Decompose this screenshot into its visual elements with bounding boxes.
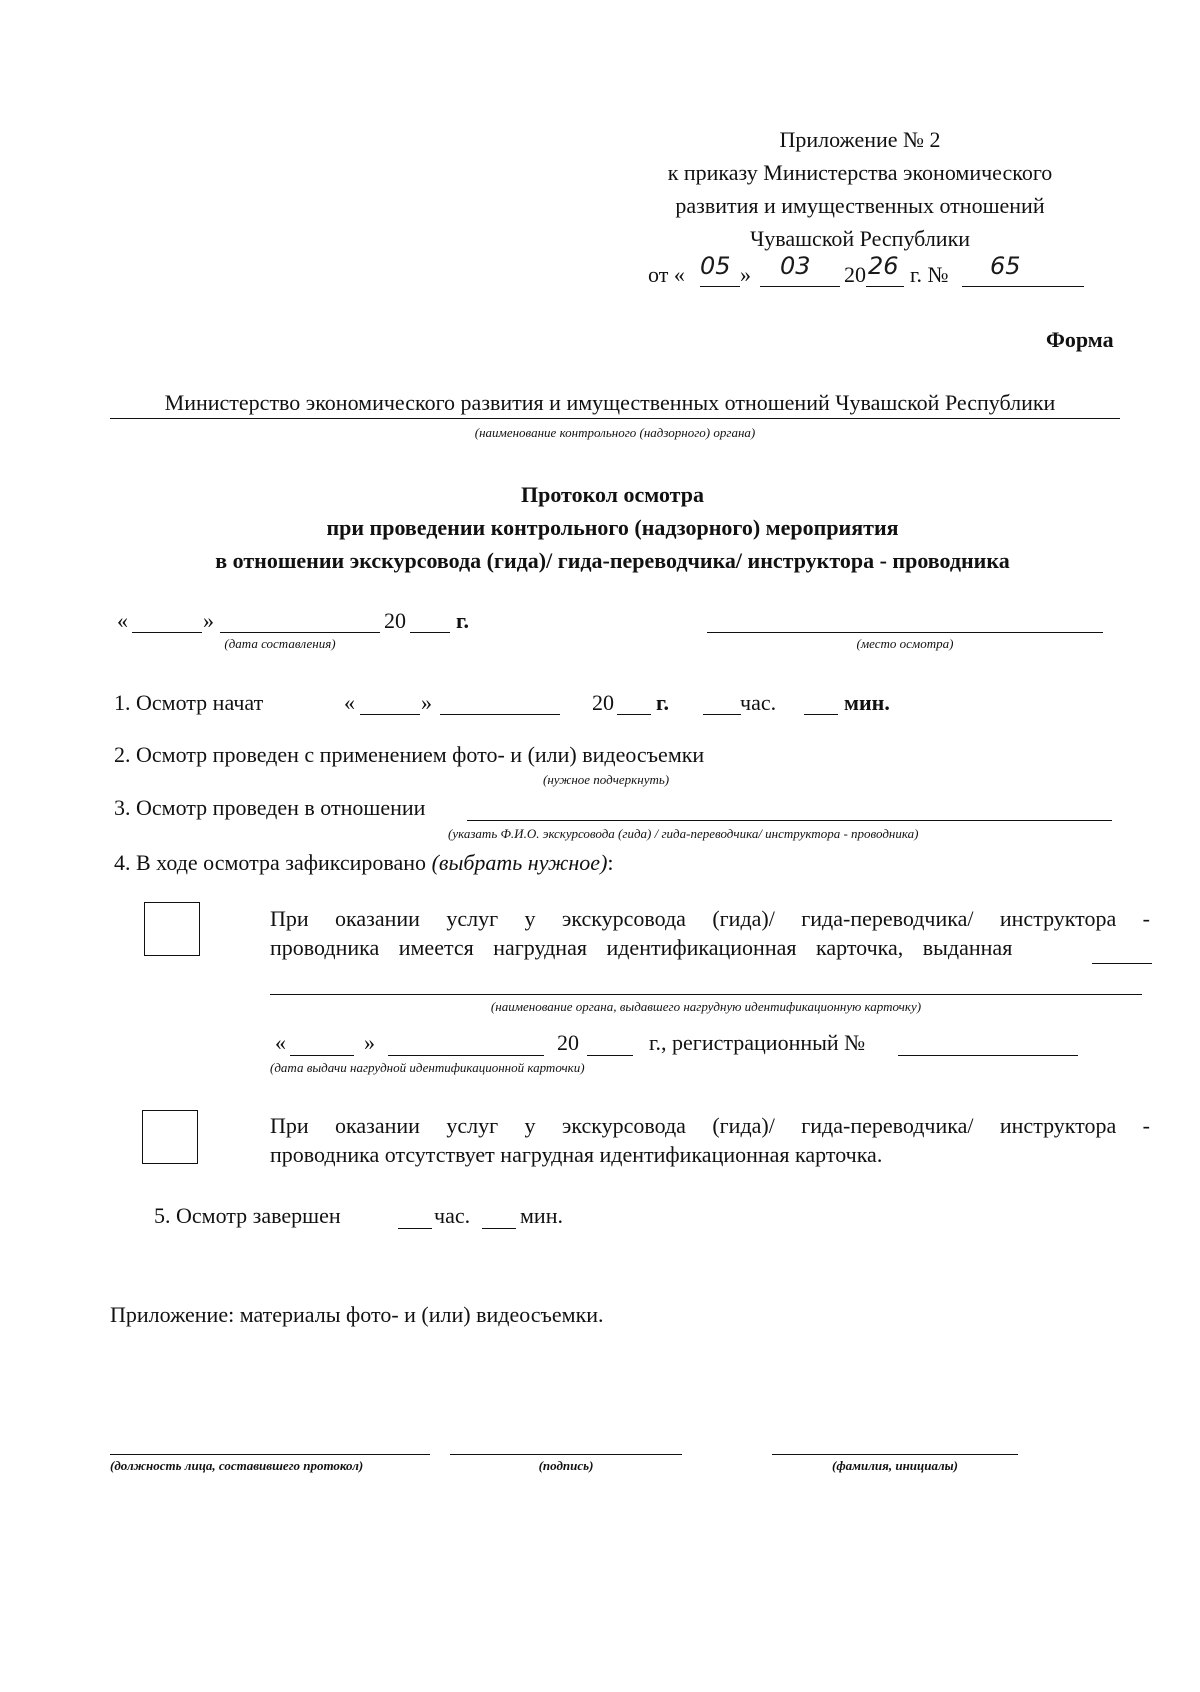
option1-line2	[270, 935, 1012, 961]
item1-label: 1. Осмотр начат	[114, 690, 264, 715]
item5-hours: час.	[434, 1203, 471, 1228]
ministry-reference: развития и имущественных отношений	[675, 193, 1045, 218]
date-month-line	[220, 632, 380, 633]
option1-day-line	[290, 1055, 354, 1056]
order-reference: к приказу Министерства экономического	[667, 160, 1053, 185]
item1-year-prefix: 20	[592, 690, 614, 715]
date-caption: (дата составления)	[224, 636, 336, 651]
order-day: 05	[700, 252, 731, 280]
appendix-note: Приложение: материалы фото- и (или) видеосъемки.	[110, 1302, 604, 1327]
ministry-name: Министерство экономического развития и имущественных отношений Чувашской Республики	[164, 390, 1056, 415]
option1-issue-date-caption: (дата выдачи нагрудной идентификационной карточки)	[270, 1060, 585, 1075]
signature-line	[450, 1454, 682, 1455]
republic-reference: Чувашской Республики	[749, 226, 971, 251]
item2-caption: (нужное подчеркнуть)	[543, 772, 670, 787]
option1-line2-text: проводника имеется нагрудная идентификационная карточка, выданная	[270, 935, 1013, 960]
place-line	[707, 632, 1103, 633]
item2-label: 2. Осмотр проведен с применением фото- и (или) видеосъемки	[114, 742, 705, 767]
option1-reg-line	[898, 1055, 1078, 1056]
option1-reg-label: г., регистрационный №	[649, 1030, 866, 1055]
form-label: Форма	[1046, 327, 1114, 352]
order-date-close-quote: »	[740, 262, 751, 287]
name-line	[772, 1454, 1018, 1455]
option1-issuer-stub-line	[1092, 963, 1152, 964]
item5-hours-line	[398, 1228, 432, 1229]
position-line	[110, 1454, 430, 1455]
date-year-prefix: 20	[384, 608, 406, 633]
protocol-subtitle-2: в отношении экскурсовода (гида)/ гида-переводчика/ инструктора - проводника	[215, 548, 1010, 573]
date-year-g: г.	[456, 608, 470, 633]
item1-hours-line	[703, 714, 741, 715]
item1-minutes: мин.	[844, 690, 890, 715]
date-close-quote: »	[203, 608, 214, 633]
position-caption: (должность лица, составившего протокол)	[110, 1458, 364, 1473]
option1-checkbox[interactable]	[144, 902, 200, 956]
order-year-line	[866, 286, 904, 287]
option2-checkbox[interactable]	[142, 1110, 198, 1164]
ministry-name-line	[110, 418, 1120, 419]
name-caption: (фамилия, инициалы)	[831, 1458, 959, 1473]
order-month: 03	[780, 252, 811, 280]
order-month-line	[760, 286, 840, 287]
order-number-line	[962, 286, 1084, 287]
item5-label: 5. Осмотр завершен	[154, 1203, 341, 1228]
date-day-line	[132, 632, 202, 633]
order-number: 65	[990, 252, 1021, 280]
protocol-title: Протокол осмотра	[521, 482, 704, 507]
date-open-quote: «	[117, 608, 128, 633]
order-year-prefix: 20	[844, 262, 866, 287]
item1-year-line	[617, 714, 651, 715]
item5-minutes-line	[482, 1228, 516, 1229]
item1-hours: час.	[740, 690, 777, 715]
protocol-subtitle-1: при проведении контрольного (надзорного) мероприятия	[326, 515, 899, 540]
order-number-label: г. №	[910, 262, 949, 287]
order-day-line	[700, 286, 740, 287]
item4-label-italic: (выбрать нужное)	[431, 850, 608, 875]
option1-month-line	[388, 1055, 544, 1056]
option1-issuer-caption: (наименование органа, выдавшего нагрудную идентификационную карточку)	[490, 999, 922, 1014]
item5-minutes: мин.	[520, 1203, 563, 1228]
option1-close-quote: »	[364, 1030, 375, 1055]
item1-open-quote: «	[344, 690, 355, 715]
order-year-suffix: 26	[868, 252, 899, 280]
item1-day-line	[360, 714, 420, 715]
item4-label	[114, 850, 614, 876]
item3-label: 3. Осмотр проведен в отношении	[114, 795, 426, 820]
option2-line1: При оказании услуг у экскурсовода (гида)/ гида-переводчика/ инструктора -	[270, 1113, 1150, 1138]
option1-year-prefix: 20	[557, 1030, 579, 1055]
ministry-caption: (наименование контрольного (надзорного) органа)	[474, 425, 756, 440]
option1-open-quote: «	[275, 1030, 286, 1055]
option1-year-line	[587, 1055, 633, 1056]
item1-close-quote: »	[421, 690, 432, 715]
item1-minutes-line	[804, 714, 838, 715]
item3-caption: (указать Ф.И.О. экскурсовода (гида) / гида-переводчика/ инструктора - проводника)	[448, 826, 919, 841]
item4-label-colon: :	[607, 850, 614, 875]
option2-line2: проводника отсутствует нагрудная идентификационная карточка.	[270, 1142, 883, 1167]
place-caption: (место осмотра)	[856, 636, 954, 651]
option1-line1: При оказании услуг у экскурсовода (гида)/ гида-переводчика/ инструктора -	[270, 906, 1150, 931]
item1-year-g: г.	[656, 690, 670, 715]
order-date-prefix: от «	[648, 262, 685, 287]
appendix-number: Приложение № 2	[779, 127, 941, 152]
item1-month-line	[440, 714, 560, 715]
date-year-line	[410, 632, 450, 633]
item4-label-text: 4. В ходе осмотра зафиксировано	[114, 850, 432, 875]
option1-issuer-line	[270, 994, 1142, 995]
item3-line	[467, 820, 1112, 821]
signature-caption: (подпись)	[538, 1458, 594, 1473]
